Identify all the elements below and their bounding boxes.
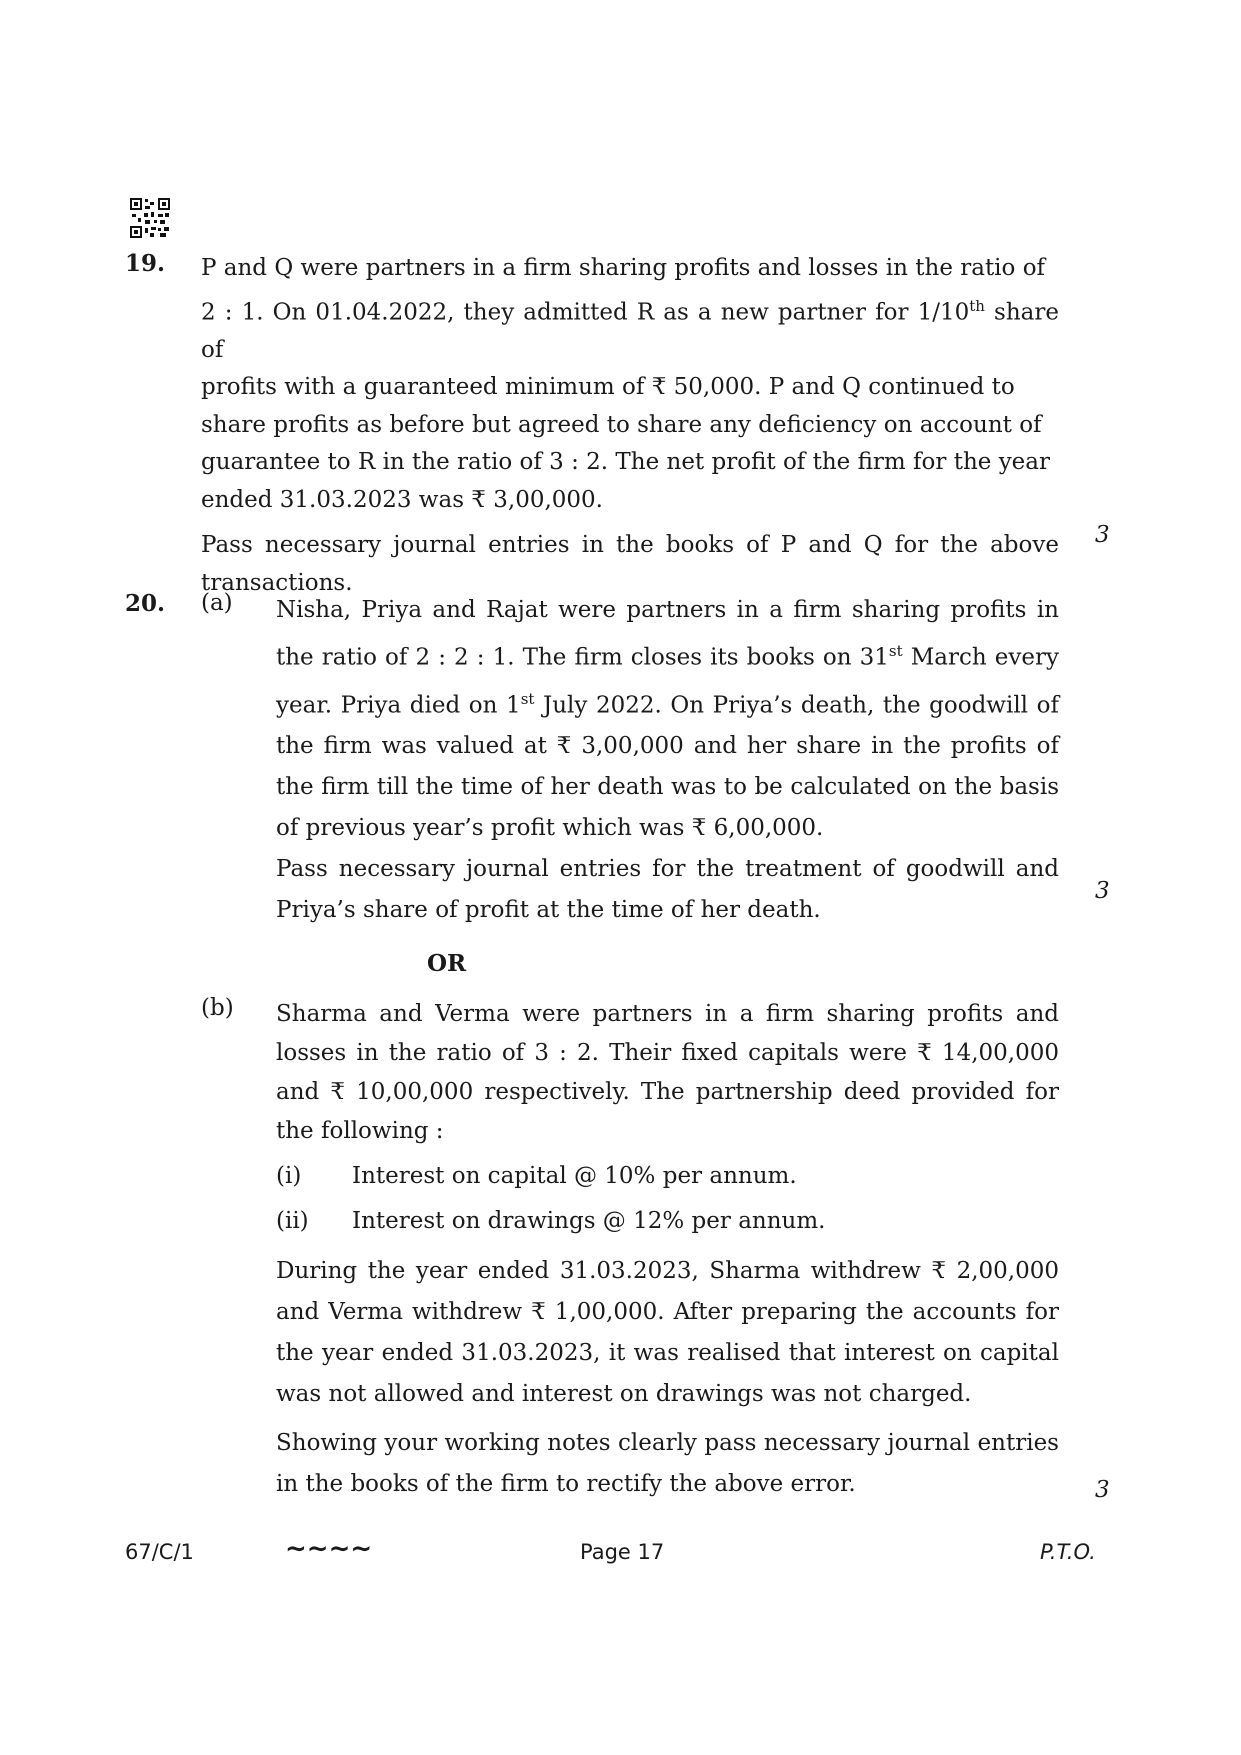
sub-label-b: (b)	[201, 995, 234, 1021]
text-line: 2 : 1. On 01.04.2022, they admitted R as a new partner for 1/10th share of	[201, 296, 1059, 363]
pto-label: P.T.O.	[1040, 1540, 1096, 1564]
part-a-text: Nisha, Priya and Rajat were partners in a firm sharing profits in the ratio of 2 : 2 : 1. The firm closes its books on 31st March every year. Priya died on 1st July 2022. On Priya’s death, the goodwill of the firm was valued at ₹ 3,00,000 and her share in the profits of the firm till the time of her death was to be calculated on the basis of previous year’s profit which was ₹ 6,00,000. Pass necessary journal entries for the treatment of goodwill and Priya’s share of profit at the time of her death.	[276, 590, 1059, 931]
marks: 3	[1095, 522, 1110, 548]
question-text	[201, 250, 1059, 602]
page-number: Page 17	[580, 1540, 665, 1564]
text-line: profits with a guaranteed minimum of ₹ 50,000. P and Q continued to	[201, 374, 1015, 401]
part-b-text: Sharma and Verma were partners in a firm sharing profits and losses in the ratio of 3 : 2. Their fixed capitals were ₹ 14,00,000 and ₹ 10,00,000 respectively. The partnership deed provided for the following : (i) Interest on capital @ 10% per annum. (ii) Interest on drawings @ 12% per annum. During the year ended 31.03.2023, Sharma withdrew ₹ 2,00,000 and Verma withdrew ₹ 1,00,000. After preparing the accounts for the year ended 31.03.2023, it was realised that interest on capital was not allowed and interest on drawings was not charged. Showing your working notes clearly pass necessary journal entries in the books of the firm to rectify the above error.	[276, 995, 1059, 1505]
instruction: Showing your working notes clearly pass necessary journal entries in the books of the firm to rectify the above error.	[276, 1430, 1059, 1497]
text-line: P and Q were partners in a firm sharing profits and losses in the ratio of	[201, 255, 1046, 281]
sub-label-a: (a)	[201, 590, 233, 616]
text-line: ended 31.03.2023 was ₹ 3,00,000.	[201, 486, 603, 513]
instruction: Pass necessary journal entries in the books of P and Q for the above transactions.	[201, 532, 1059, 596]
text-line: share profits as before but agreed to share any deficiency on account of	[201, 411, 1042, 438]
question-number: 20.	[125, 590, 166, 617]
question-number: 19.	[125, 250, 166, 277]
instruction: Pass necessary journal entries for the treatment of goodwill and Priya’s share of profit at the time of her death.	[276, 856, 1059, 924]
text-line: guarantee to R in the ratio of 3 : 2. The net profit of the firm for the year	[201, 449, 1051, 476]
marks: 3	[1095, 878, 1110, 904]
or-divider: OR	[427, 950, 467, 977]
qr-code	[130, 198, 170, 238]
list-item: (ii) Interest on drawings @ 12% per annum.	[276, 1208, 826, 1234]
paragraph: During the year ended 31.03.2023, Sharma withdrew ₹ 2,00,000 and Verma withdrew ₹ 1,00,000. After preparing the accounts for the year ended 31.03.2023, it was realised that interest on capital was not allowed and interest on drawings was not charged.	[276, 1258, 1059, 1407]
wave-ornament: ∼∼∼∼	[285, 1534, 373, 1564]
list-item: (i) Interest on capital @ 10% per annum.	[276, 1163, 797, 1189]
marks: 3	[1095, 1477, 1110, 1503]
paper-code: 67/C/1	[125, 1540, 194, 1564]
